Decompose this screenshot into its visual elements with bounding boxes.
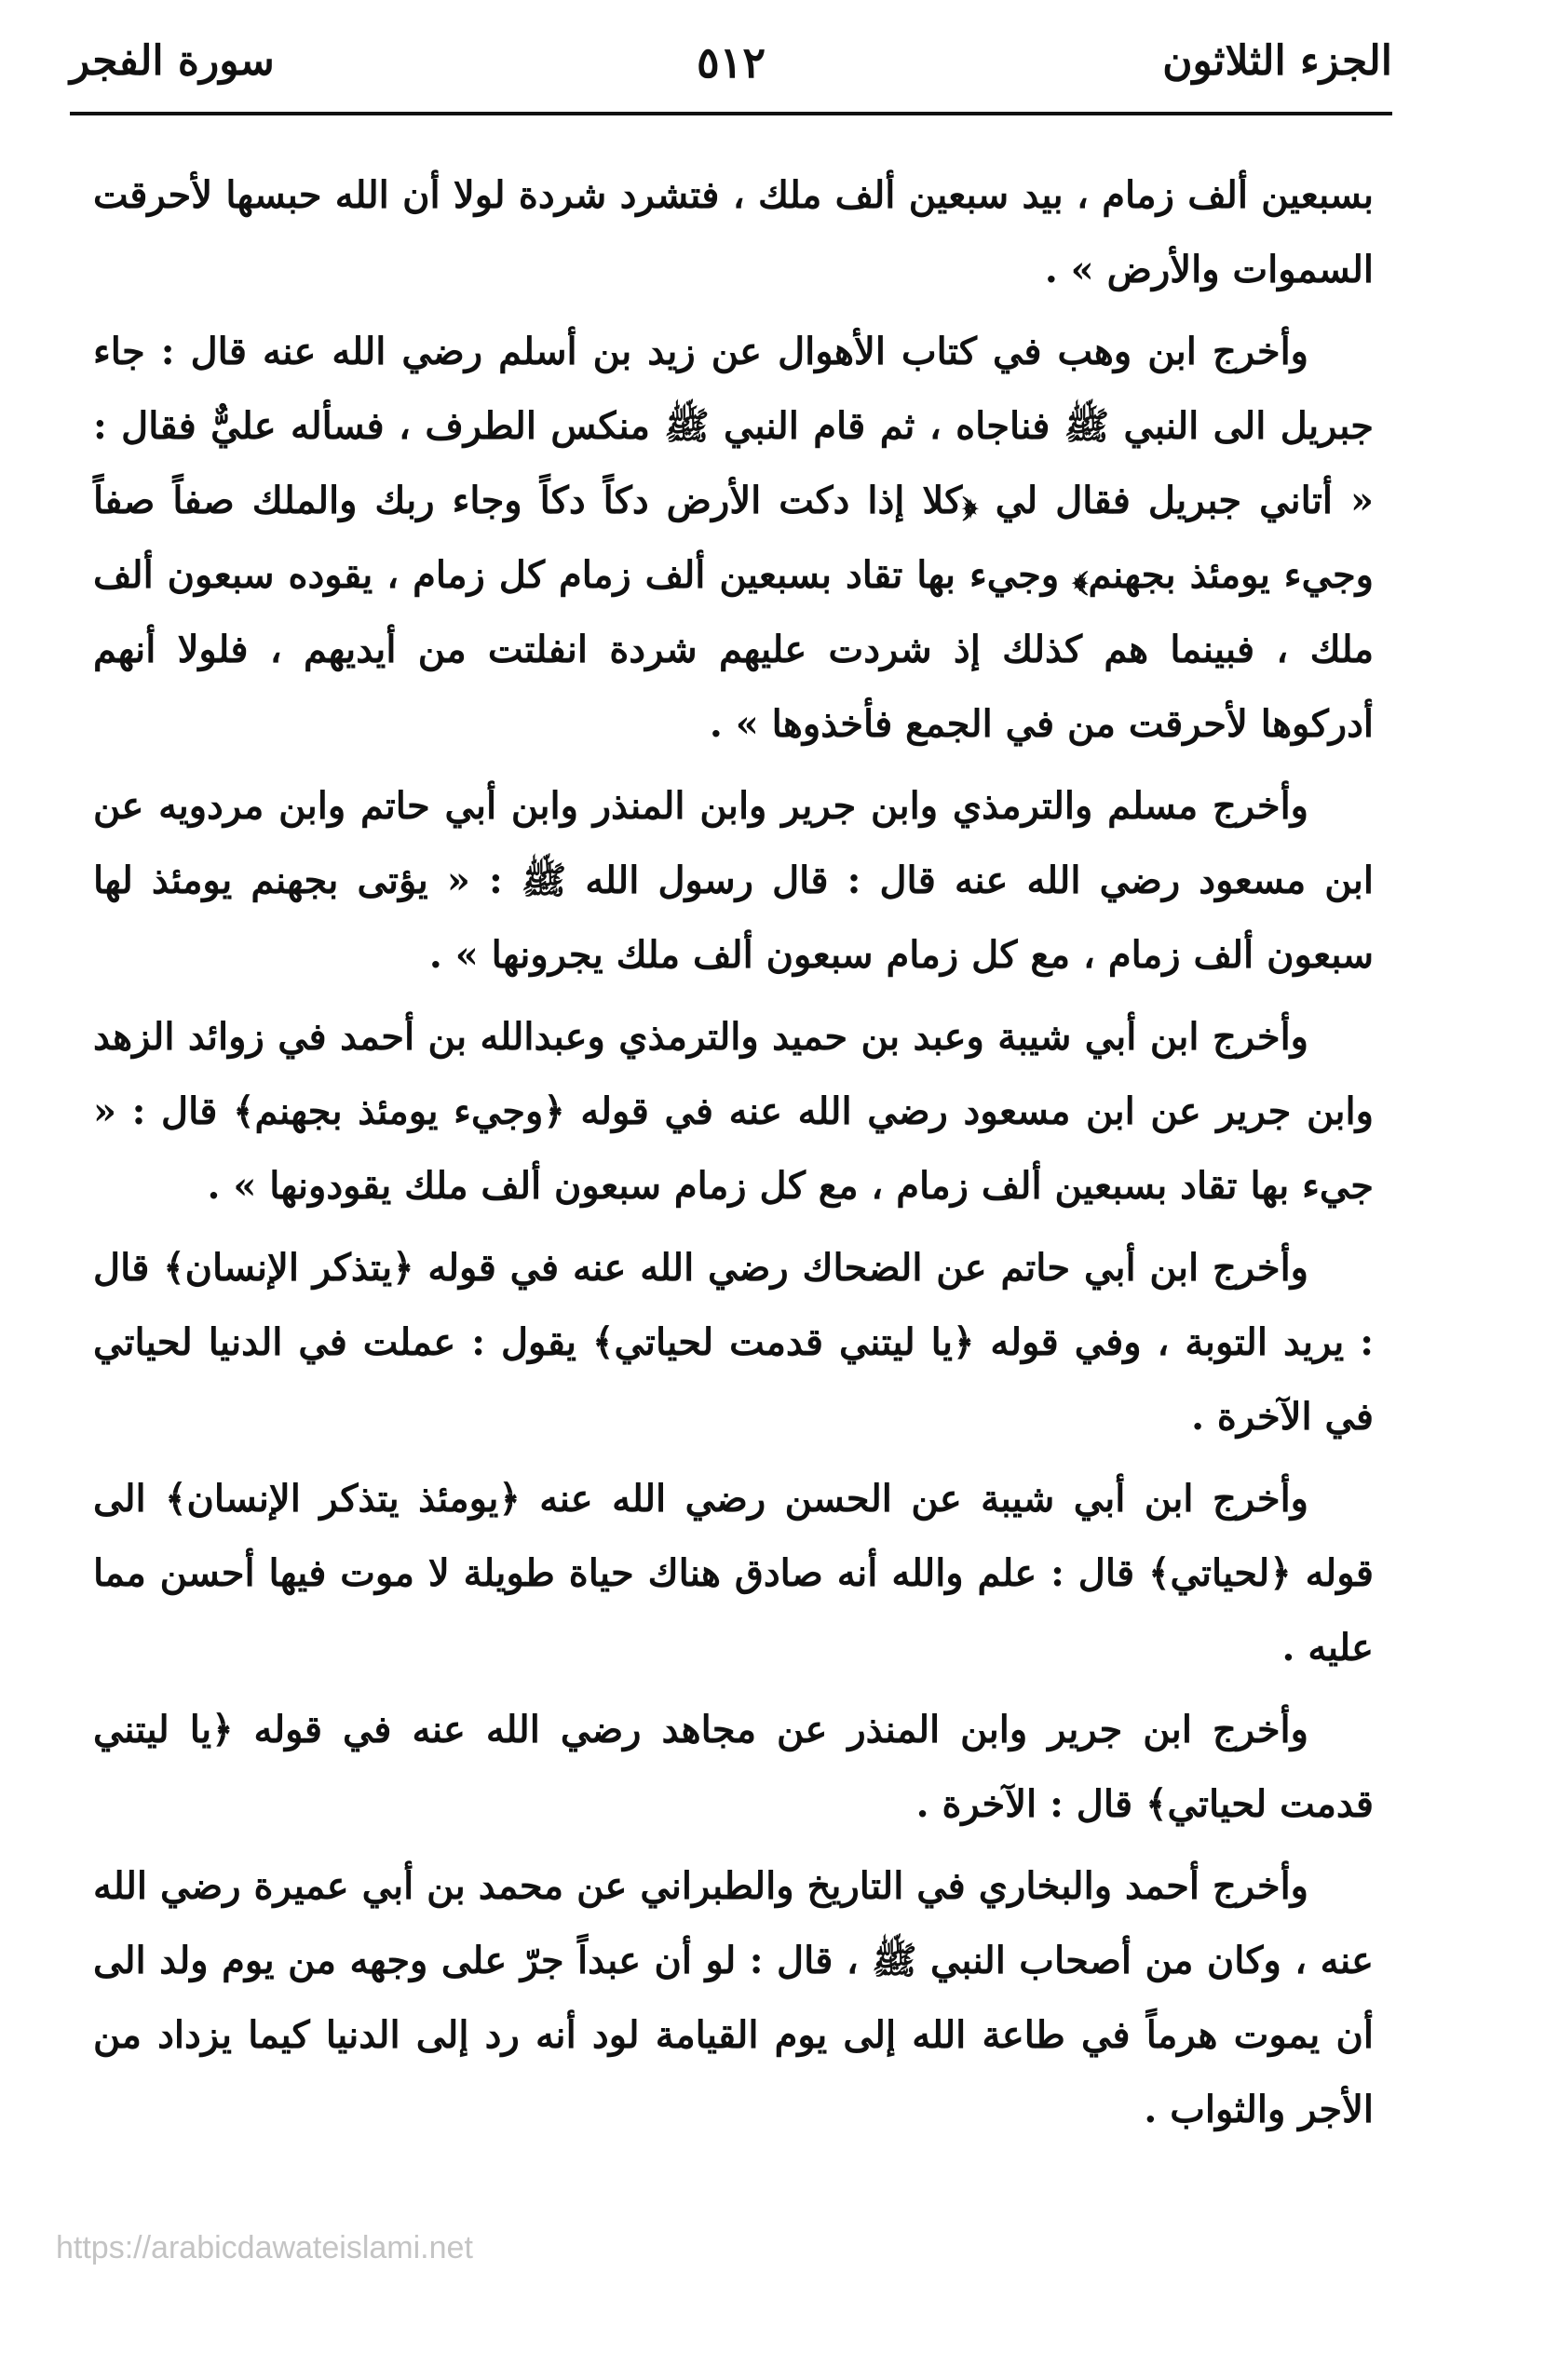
part-title: الجزء الثلاثون (1162, 37, 1392, 85)
paragraph: وأخرج ابن أبي شيبة عن الحسن رضي الله عنه ﴿يومئذ يتذكر الإنسان﴾ الى قوله ﴿لحياتي﴾ قال : علم والله أنه صادق هناك حياة طويلة لا موت فيها أحسن مما عليه . (93, 1477, 1374, 1670)
surah-title: سورة الفجر (70, 37, 275, 85)
paragraph: بسبعين ألف زمام ، بيد سبعين ألف ملك ، فتشرد شردة لولا أن الله حبسها لأحرقت السموات والأرض » . (93, 173, 1374, 291)
paragraph: وأخرج ابن جرير وابن المنذر عن مجاهد رضي الله عنه في قوله ﴿يا ليتني قدمت لحياتي﴾ قال : الآخرة . (93, 1708, 1374, 1826)
page-body (93, 158, 1374, 2155)
page-header (70, 37, 1392, 102)
paragraph: وأخرج ابن وهب في كتاب الأهوال عن زيد بن أسلم رضي الله عنه قال : جاء جبريل الى النبي ﷺ فناجاه ، ثم قام النبي ﷺ منكس الطرف ، فسأله عليٌّ فقال : « أتاني جبريل فقال لي ﴿كلا إذا دكت الأرض دكاً دكاً وجاء ربك والملك صفاً صفاً وجيء يومئذ بجهنم﴾ وجيء بها تقاد بسبعين ألف زمام كل زمام ، يقوده سبعون ألف ملك ، فبينما هم كذلك إذ شردت عليهم شردة انفلتت من أيديهم ، فلولا أنهم أدركوها لأحرقت من في الجمع فأخذوها » . (93, 330, 1374, 746)
watermark-url: https://arabicdawateislami.net (56, 2230, 473, 2265)
page-number: ٥١٢ (696, 37, 766, 88)
header-divider (70, 112, 1392, 115)
paragraph: وأخرج أحمد والبخاري في التاريخ والطبراني عن محمد بن أبي عميرة رضي الله عنه ، وكان من أصحاب النبي ﷺ ، قال : لو أن عبداً جرّ على وجهه من يوم ولد الى أن يموت هرماً في طاعة الله إلى يوم القيامة لود أنه رد إلى الدنيا كيما يزداد من الأجر والثواب . (93, 1864, 1374, 2131)
paragraph: وأخرج ابن أبي شيبة وعبد بن حميد والترمذي وعبدالله بن أحمد في زوائد الزهد وابن جرير عن ابن مسعود رضي الله عنه في قوله ﴿وجيء يومئذ بجهنم﴾ قال : « جيء بها تقاد بسبعين ألف زمام ، مع كل زمام سبعون ألف ملك يقودونها » . (93, 1015, 1374, 1208)
paragraph: وأخرج ابن أبي حاتم عن الضحاك رضي الله عنه في قوله ﴿يتذكر الإنسان﴾ قال : يريد التوبة ، وفي قوله ﴿يا ليتني قدمت لحياتي﴾ يقول : عملت في الدنيا لحياتي في الآخرة . (93, 1246, 1375, 1439)
paragraph: وأخرج مسلم والترمذي وابن جرير وابن المنذر وابن أبي حاتم وابن مردويه عن ابن مسعود رضي الله عنه قال : قال رسول الله ﷺ : « يؤتى بجهنم يومئذ لها سبعون ألف زمام ، مع كل زمام سبعون ألف ملك يجرونها » . (93, 784, 1374, 977)
